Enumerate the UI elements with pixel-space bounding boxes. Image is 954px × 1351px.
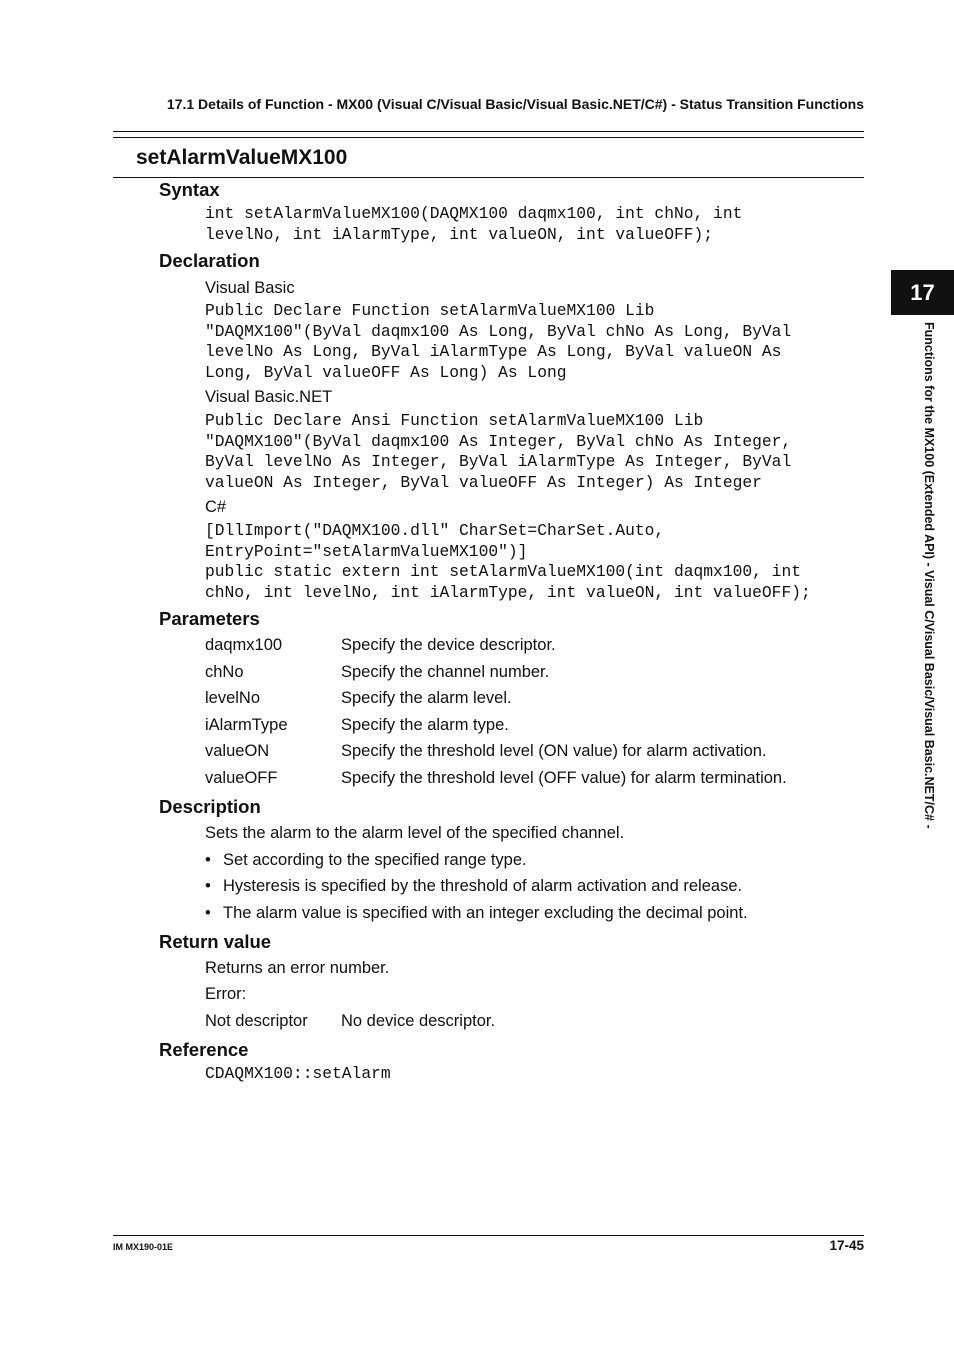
reference-code: CDAQMX100::setAlarm xyxy=(205,1064,391,1083)
error-desc: No device descriptor. xyxy=(341,1012,496,1030)
param-name: valueON xyxy=(205,742,270,760)
param-name: daqmx100 xyxy=(205,636,283,654)
description-bullet: • Set according to the specified range type. xyxy=(205,851,527,869)
function-title: setAlarmValueMX100 xyxy=(136,146,348,169)
param-name: valueOFF xyxy=(205,769,278,787)
param-desc: Specify the alarm type. xyxy=(341,716,509,734)
title-rule xyxy=(113,177,864,178)
return-value-text: Returns an error number. xyxy=(205,959,390,977)
return-value-heading: Return value xyxy=(159,931,272,952)
cs-label: C# xyxy=(205,498,227,516)
description-bullet: • The alarm value is specified with an integer excluding the decimal point. xyxy=(205,904,748,922)
declaration-heading: Declaration xyxy=(159,250,260,271)
param-name: chNo xyxy=(205,663,244,681)
description-heading: Description xyxy=(159,796,261,817)
param-desc: Specify the device descriptor. xyxy=(341,636,556,654)
param-desc: Specify the alarm level. xyxy=(341,689,512,707)
param-name: iAlarmType xyxy=(205,716,288,734)
running-header: 17.1 Details of Function - MX00 (Visual C/Visual Basic/Visual Basic.NET/C#) - Status Transition Functions xyxy=(166,96,864,112)
vb-label: Visual Basic xyxy=(205,279,295,297)
param-desc: Specify the threshold level (OFF value) for alarm termination. xyxy=(341,769,787,787)
header-rule-bottom xyxy=(113,137,864,138)
footer-rule xyxy=(113,1235,864,1236)
description-bullet: • Hysteresis is specified by the threshold of alarm activation and release. xyxy=(205,877,743,895)
error-label: Error: xyxy=(205,985,247,1003)
vb-declaration-code: Public Declare Function setAlarmValueMX100 Lib "DAQMX100"(ByVal daqmx100 As Long, ByVal chNo As Long, ByVal levelNo As Long, ByVal iAlarmType As Long, ByVal valueON As Long, ByVal valueOFF As Long) As Long xyxy=(205,301,792,383)
page-number: 17-45 xyxy=(829,1238,864,1253)
syntax-heading: Syntax xyxy=(159,179,220,200)
param-desc: Specify the threshold level (ON value) for alarm activation. xyxy=(341,742,767,760)
chapter-side-title: Functions for the MX100 (Extended API) - Visual C/Visual Basic/Visual Basic.NET/C# - xyxy=(922,322,936,829)
parameters-heading: Parameters xyxy=(159,608,260,629)
doc-id: IM MX190-01E xyxy=(113,1242,174,1252)
header-rule-top xyxy=(113,131,864,132)
description-text: Sets the alarm to the alarm level of the specified channel. xyxy=(205,824,625,842)
chapter-tab: 17 xyxy=(891,270,954,315)
cs-declaration-code: [DllImport("DAQMX100.dll" CharSet=CharSet.Auto, EntryPoint="setAlarmValueMX100")] public static extern int setAlarmValueMX100(int daqmx100, int chNo, int levelNo, int iAlarmType, int valueON, int valueOFF); xyxy=(205,521,811,603)
vbnet-declaration-code: Public Declare Ansi Function setAlarmValueMX100 Lib "DAQMX100"(ByVal daqmx100 As Integer, ByVal chNo As Integer, ByVal levelNo As Integer, ByVal iAlarmType As Integer, ByVal valueON As Integer, ByVal valueOFF As Integer) As Integer xyxy=(205,411,792,493)
param-desc: Specify the channel number. xyxy=(341,663,550,681)
vbnet-label: Visual Basic.NET xyxy=(205,388,333,406)
error-name: Not descriptor xyxy=(205,1012,308,1030)
bullet-icon: • xyxy=(205,904,211,922)
bullet-icon: • xyxy=(205,877,211,895)
bullet-icon: • xyxy=(205,851,211,869)
param-name: levelNo xyxy=(205,689,261,707)
reference-heading: Reference xyxy=(159,1039,249,1060)
syntax-code: int setAlarmValueMX100(DAQMX100 daqmx100, int chNo, int levelNo, int iAlarmType, int valueON, int valueOFF); xyxy=(205,204,743,244)
